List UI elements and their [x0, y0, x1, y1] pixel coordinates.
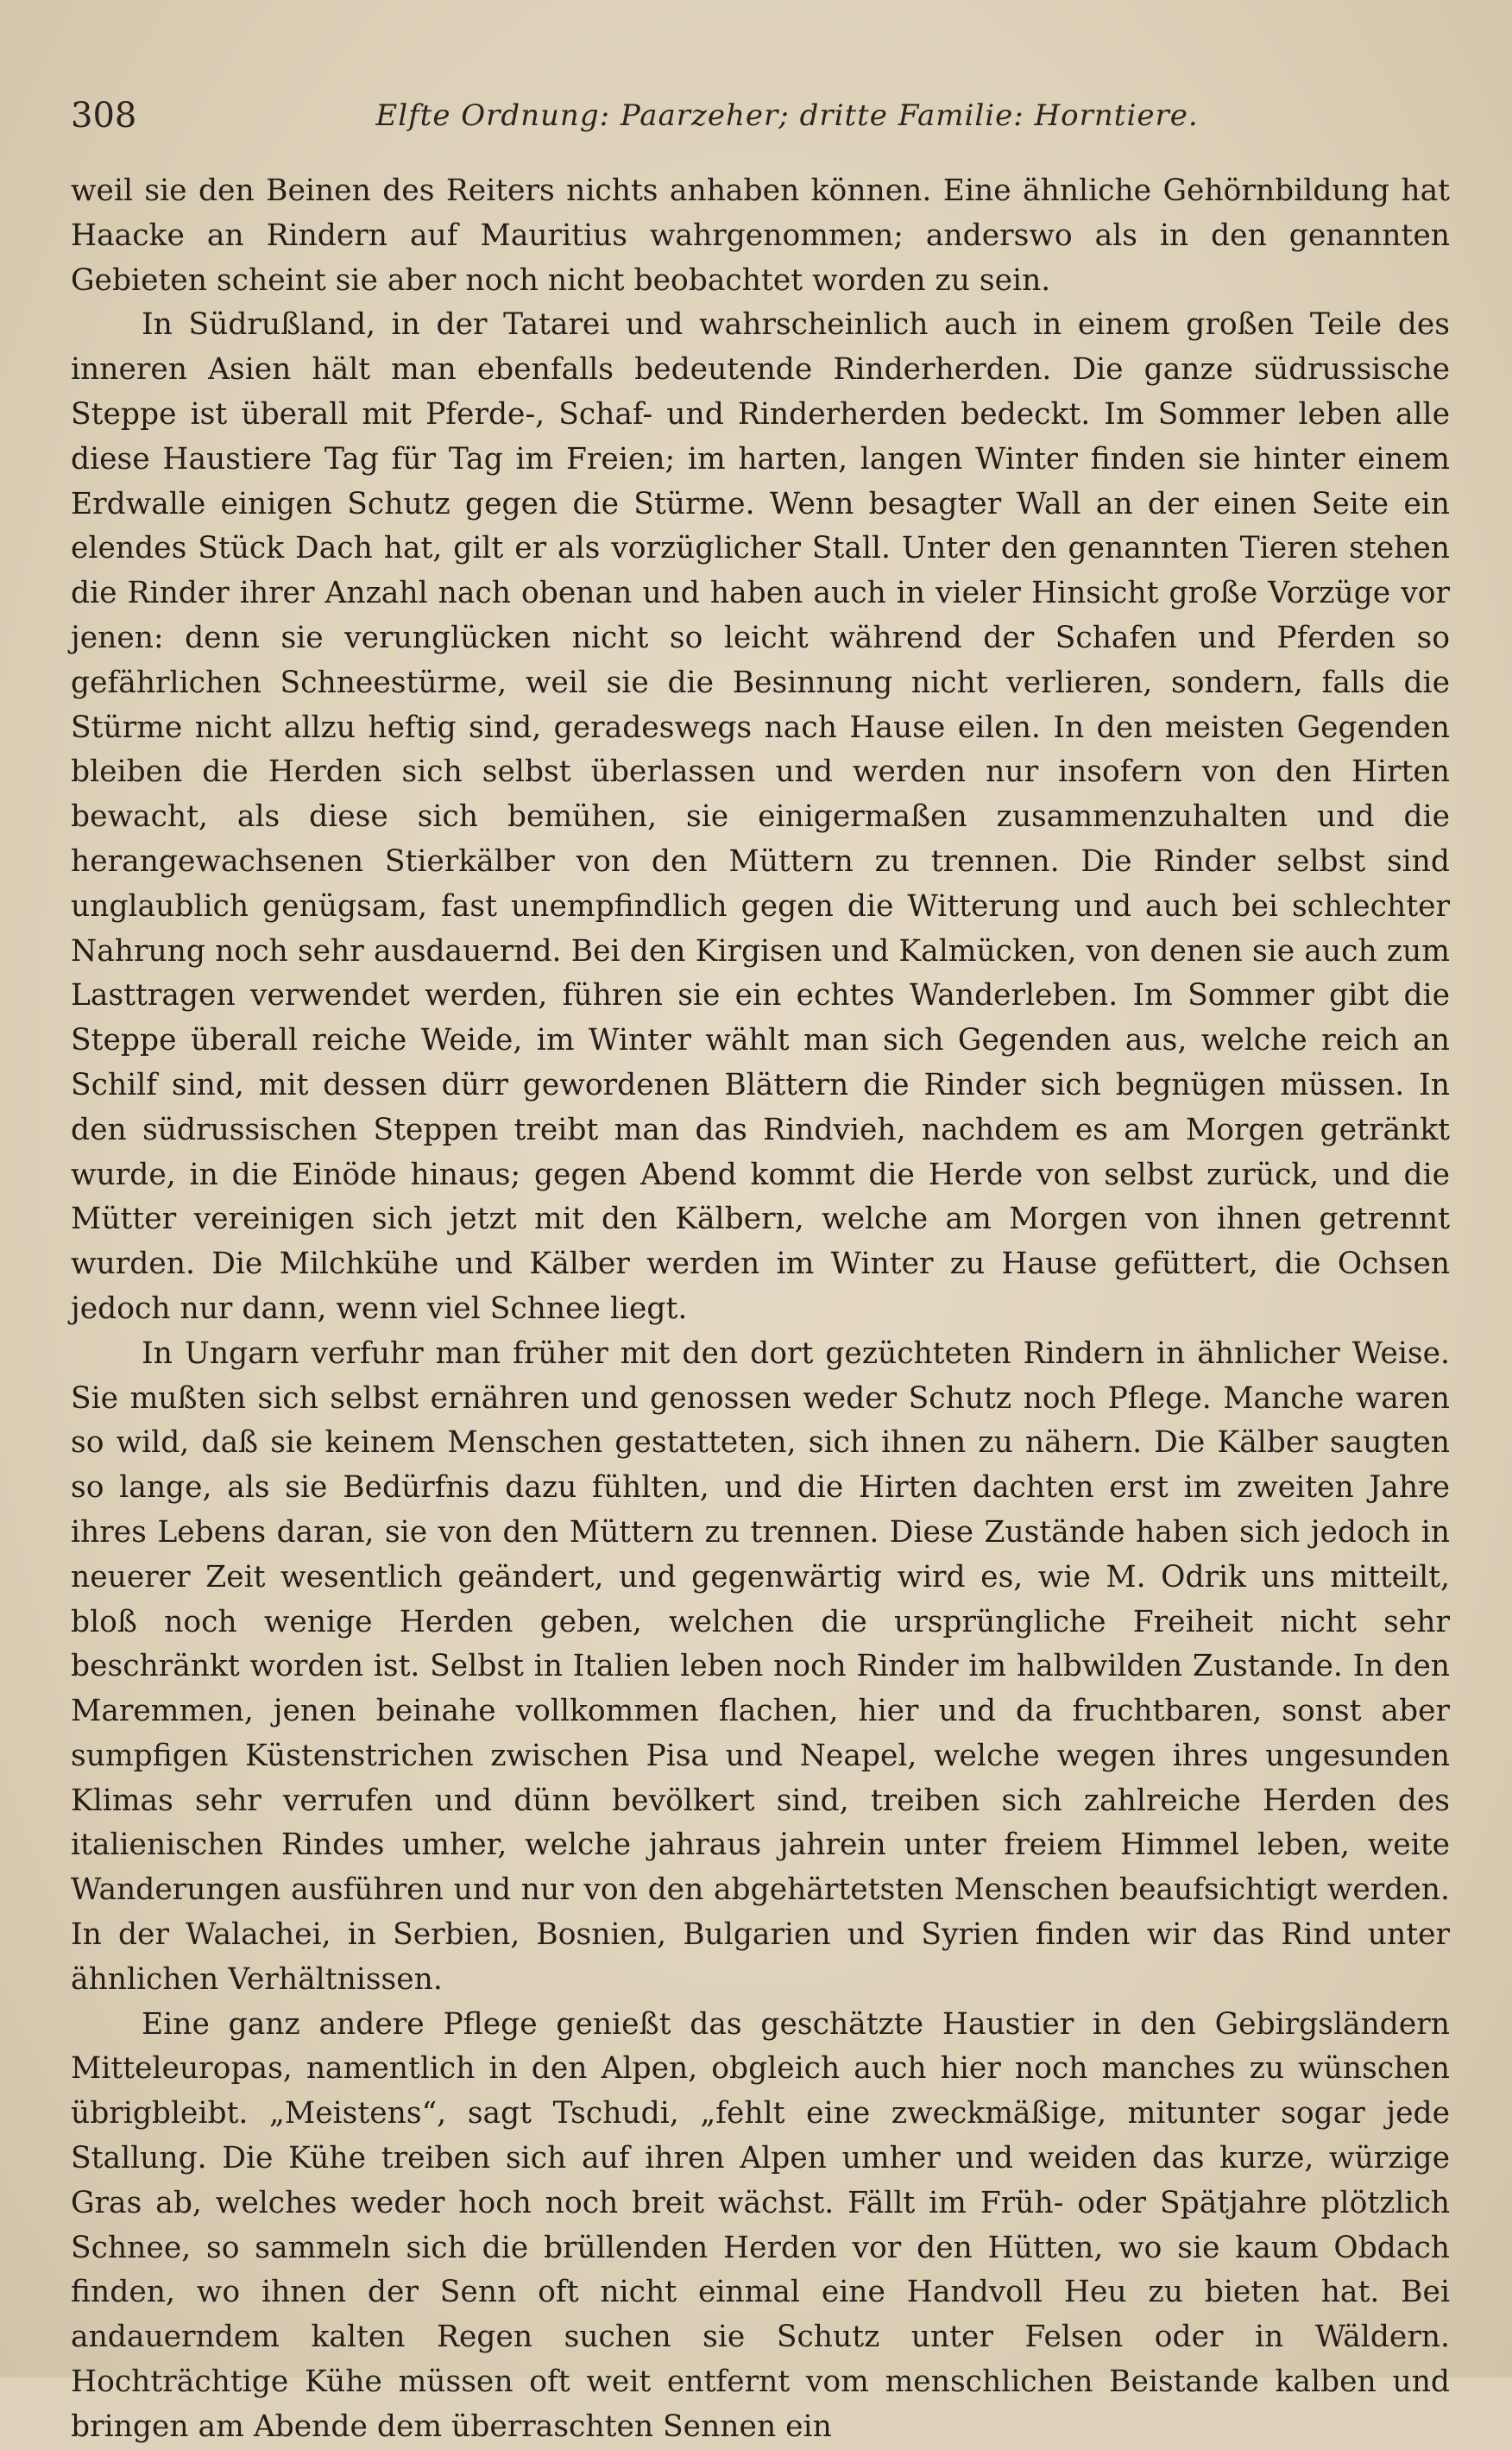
paragraph-hungary-italy: In Ungarn verfuhr man früher mit den dort gezüchteten Rindern in ähnlicher Weise. Sie mußten sich selbst ernähren und genossen weder Schutz noch Pflege. Manche waren so wild, daß sie keinem Menschen gestatteten, sich ihnen zu nähern. Die Kälber saugten so lange, als sie Bedürfnis dazu fühlten, und die Hirten dachten erst im zweiten Jahre ihres Lebens daran, sie von den Müttern zu trennen. Diese Zustände haben sich jedoch in neuerer Zeit wesentlich geändert, und gegenwärtig wird es, wie M. Odrik uns mitteilt, bloß noch wenige Herden geben, welchen die ursprüngliche Freiheit nicht sehr beschränkt worden ist. Selbst in Italien leben noch Rinder im halbwilden Zustande. In den Maremmen, jenen beinahe vollkommen flachen, hier und da fruchtbaren, sonst aber sumpfigen Küstenstrichen zwischen Pisa und Neapel, welche wegen ihres ungesunden Klimas sehr verrufen und dünn bevölkert sind, treiben sich zahlreiche Herden des italienischen Rindes umher, welche jahraus jahrein unter freiem Himmel leben, weite Wanderungen ausführen und nur von den abgehärtetsten Menschen beaufsichtigt werden. In der Walachei, in Serbien, Bosnien, Bulgarien und Syrien finden wir das Rind unter ähnlichen Verhältnissen. — [71, 1336, 1450, 1997]
page-header — [71, 86, 1443, 138]
paragraph-south-russia: In Südrußland, in der Tatarei und wahrscheinlich auch in einem großen Teile des inneren Asien hält man ebenfalls bedeutende Rinderherden. Die ganze südrussische Steppe ist überall mit Pferde-, Schaf- und Rinderherden bedeckt. Im Sommer leben alle diese Haustiere Tag für Tag im Freien; im harten, langen Winter finden sie hinter einem Erdwalle einigen Schutz gegen die Stürme. Wenn besagter Wall an der einen Seite ein elendes Stück Dach hat, gilt er als vorzüglicher Stall. Unter den genannten Tieren stehen die Rinder ihrer Anzahl nach obenan und haben auch in vieler Hinsicht große Vorzüge vor jenen: denn sie verunglücken nicht so leicht während der Schafen und Pferden so gefährlichen Schneestürme, weil sie die Besinnung nicht verlieren, sondern, falls die Stürme nicht allzu heftig sind, geradeswegs nach Hause eilen. In den meisten Gegenden bleiben die Herden sich selbst überlassen und werden nur insofern von den Hirten bewacht, als diese sich bemühen, sie einigermaßen zusammenzuhalten und die herangewachsenen Stierkälber von den Müttern zu trennen. Die Rinder selbst sind unglaublich genügsam, fast unempfindlich gegen die Witterung und auch bei schlechter Nahrung noch sehr ausdauernd. Bei den Kirgisen und Kalmücken, von denen sie auch zum Lasttragen verwendet werden, führen sie ein echtes Wanderleben. Im Sommer gibt die Steppe überall reiche Weide, im Winter wählt man sich Gegenden aus, welche reich an Schilf sind, mit dessen dürr gewordenen Blättern die Rinder sich begnügen müssen. In den südrussischen Steppen treibt man das Rindvieh, nachdem es am Morgen getränkt wurde, in die Einöde hinaus; gegen Abend kommt die Herde von selbst zurück, und die Mütter vereinigen sich jetzt mit den Kälbern, welche am Morgen von ihnen getrennt wurden. Die Milchkühe und Kälber werden im Winter zu Hause gefüttert, die Ochsen jedoch nur dann, wenn viel Schnee liegt. — [71, 307, 1450, 1326]
paragraph-alps: Eine ganz andere Pflege genießt das geschätzte Haustier in den Gebirgsländern Mitteleuropas, namentlich in den Alpen, obgleich auch hier noch manches zu wünschen übrigbleibt. „Meistens“, sagt Tschudi, „fehlt eine zweckmäßige, mitunter sogar jede Stallung. Die Kühe treiben sich auf ihren Alpen umher und weiden das kurze, würzige Gras ab, welches weder hoch noch breit wächst. Fällt im Früh- oder Spätjahre plötzlich Schnee, so sammeln sich die brüllenden Herden vor den Hütten, wo sie kaum Obdach finden, wo ihnen der Senn oft nicht einmal eine Handvoll Heu zu bieten hat. Bei andauerndem kalten Regen suchen sie Schutz unter Felsen oder in Wäldern. Hochträchtige Kühe müssen oft weit entfernt vom menschlichen Beistande kalben und bringen am Abende dem überraschten Sennen ein — [71, 2006, 1450, 2444]
page-number: 308 — [71, 96, 137, 136]
running-head: Elfte Ordnung: Paarzeher; dritte Familie: Horntiere. — [375, 98, 1199, 133]
body-text — [71, 169, 1450, 2450]
paragraph-continuation: weil sie den Beinen des Reiters nichts anhaben können. Eine ähnliche Gehörnbildung hat Haacke an Rindern auf Mauritius wahrgenommen; anderswo als in den genannten Gebieten scheint sie aber noch nicht beobachtet worden zu sein. — [71, 174, 1450, 298]
